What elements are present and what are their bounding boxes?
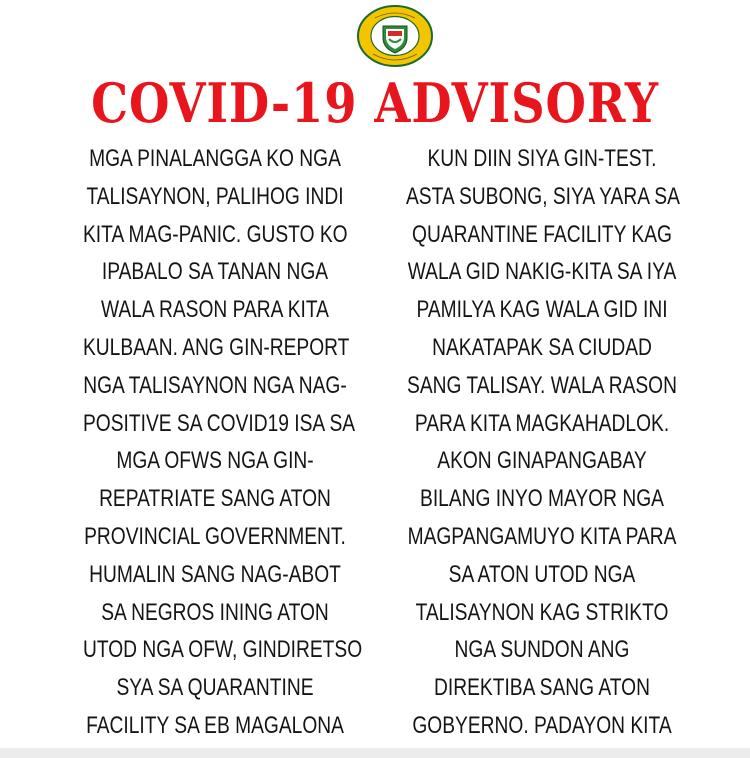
text-line: IPABALO SA TANAN NGA xyxy=(101,258,329,286)
text-line: KULBAAN. ANG GIN-REPORT xyxy=(83,333,350,361)
seal-icon xyxy=(355,4,435,68)
text-line: SYA SA QUARANTINE xyxy=(116,674,314,702)
text-line: MGA PINALANGGA KO NGA xyxy=(89,145,341,172)
text-line: PARA KITA MAGKAHADLOK. xyxy=(414,409,670,437)
text-line: ASTA SUBONG, SIYA YARA SA xyxy=(406,182,680,210)
text-line: FACILITY SA EB MAGALONA xyxy=(86,711,344,739)
text-line: SA NEGROS INING ATON xyxy=(101,598,329,626)
text-line: SA ATON UTOD NGA xyxy=(448,560,636,588)
text-line: WALA GID NAKIG-KITA SA IYA xyxy=(407,258,677,286)
right-text-column xyxy=(372,140,712,745)
text-line: QUARANTINE FACILITY KAG xyxy=(412,220,672,248)
text-line: SANG TALISAY. WALA RASON xyxy=(407,371,677,399)
text-line: BILANG INYO MAYOR NGA xyxy=(420,485,664,513)
text-line: WALA RASON PARA KITA xyxy=(101,296,329,324)
text-line: MGA OFWS NGA GIN- xyxy=(116,447,314,475)
text-line: TALISAYNON, PALIHOG INDI xyxy=(86,182,344,210)
text-line: NAKATAPAK SA CIUDAD xyxy=(432,333,652,361)
text-line: TALISAYNON KAG STRIKTO xyxy=(415,598,669,626)
text-line: PROVINCIAL GOVERNMENT. xyxy=(84,522,346,550)
text-line: NGA SUNDON ANG xyxy=(454,636,630,664)
text-line: MAGPANGAMUYO KITA PARA xyxy=(407,522,677,550)
left-text-column xyxy=(50,140,380,745)
text-line: POSITIVE SA COVID19 ISA SA xyxy=(83,409,356,437)
text-line: REPATRIATE SANG ATON xyxy=(99,485,331,513)
text-line: UTOD NGA OFW, GINDIRETSO xyxy=(83,636,363,664)
text-line: AKON GINAPANGABAY xyxy=(437,447,647,475)
text-line: KUN DIIN SIYA GIN-TEST. xyxy=(427,145,657,172)
city-seal-logo xyxy=(355,4,435,68)
advisory-title: COVID-19 ADVISORY xyxy=(91,71,659,135)
text-line: HUMALIN SANG NAG-ABOT xyxy=(89,560,341,588)
text-line: PAMILYA KAG WALA GID INI xyxy=(416,296,668,324)
text-line: KITA MAG-PANIC. GUSTO KO xyxy=(83,220,348,248)
text-line: DIREKTIBA SANG ATON xyxy=(434,674,650,702)
text-line: GOBYERNO. PADAYON KITA xyxy=(412,711,672,739)
bottom-border xyxy=(0,748,750,758)
text-line: NGA TALISAYNON NGA NAG- xyxy=(83,371,347,399)
